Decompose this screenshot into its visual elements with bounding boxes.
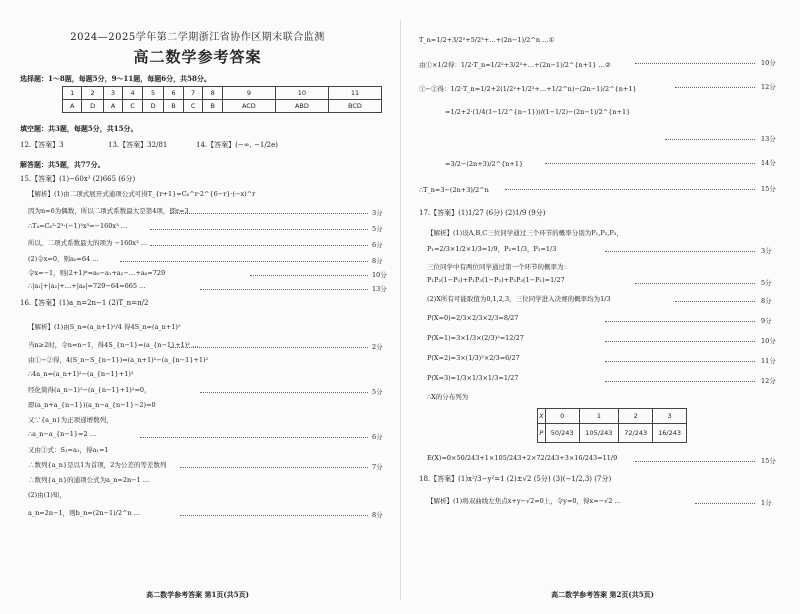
score-mark: 8分	[761, 297, 772, 305]
q17-line: P₁P₂(1−P₃)+P₁P₃(1−P₂)+P₂P₃(1−P₁)=1/27	[427, 276, 565, 284]
dist-header-row	[538, 409, 687, 424]
dist-cell: 72/243	[619, 424, 653, 443]
q12-answer: 12.【答案】3	[20, 141, 64, 149]
q17-line: P(X=2)=3×(1/3)²×2/3=6/27	[427, 354, 520, 362]
score-mark: 7分	[372, 463, 383, 471]
page-title: 高二数学参考答案	[133, 48, 262, 66]
q15-line: 因为n=6为偶数，所以二项式系数最大是第4项，即r=3	[28, 207, 189, 215]
leader-dots	[140, 437, 368, 438]
q17-line: 【解析】(1)设A,B,C三位同学通过三个环节的概率分别为P₁,P₂,P₃，	[427, 229, 623, 237]
dist-header: X	[538, 409, 546, 424]
score-mark: 2分	[372, 343, 383, 351]
q15-line: 所以，二项式系数最大的项为 −160x³ …	[28, 239, 148, 247]
leader-dots	[605, 341, 755, 342]
leader-dots	[150, 229, 368, 230]
dist-header: 2	[619, 409, 653, 424]
score-mark: 12分	[761, 83, 776, 91]
q16-line: 【解析】(1)由S_n=(a_n+1)²/4 得4S_n=(a_n+1)²	[28, 323, 181, 331]
grid-answer: ACD	[222, 100, 275, 113]
dist-header: 3	[653, 409, 687, 424]
grid-answer: C	[123, 100, 143, 113]
score-mark: 15分	[761, 457, 776, 465]
q15-line: (2)令x=0，则a₀=64 …	[28, 255, 99, 263]
grid-answer: A	[103, 100, 122, 113]
score-mark: 11分	[761, 357, 776, 365]
score-mark: 5分	[372, 225, 383, 233]
leader-dots	[675, 87, 755, 88]
score-mark: 10分	[372, 271, 387, 279]
q15-line: ∴|a₁|+|a₂|+…+|a₆|=729−64=665 …	[28, 282, 146, 290]
page-2	[405, 0, 800, 614]
leader-dots	[665, 139, 755, 140]
q14-answer: 14.【答案】(−∞, −1/2e)	[196, 141, 279, 149]
grid-num: 8	[203, 87, 222, 100]
q18-line: 【解析】(1)将双曲线左焦点x+y−√2=0上，令y=0，得x=−√2 …	[427, 497, 621, 505]
series-line: =3/2−(2n+3)/2^{n+1}	[445, 160, 524, 168]
leader-dots	[150, 245, 368, 246]
leader-dots	[545, 163, 755, 164]
leader-dots	[200, 289, 368, 290]
grid-answer: B	[164, 100, 183, 113]
section-choice-heading: 选择题：1～8题，每题5分，9～11题，每题6分，共58分。	[20, 74, 211, 83]
q17-line: (2)X所有可能取值为0,1,2,3，三位同学进入决赛的概率均为1/3	[427, 295, 611, 303]
score-mark: 8分	[372, 257, 383, 265]
series-line: 由①×1/2得：1/2·T_n=1/2²+3/2³+…+(2n−1)/2^{n+1} …②	[419, 61, 611, 69]
q18-answer: 18.【答案】(1)x²/3−y²=1 (2)±√2 (5分) (3)(−1/2,3) (7分)	[419, 475, 612, 483]
leader-dots	[635, 461, 755, 462]
score-mark: 13分	[761, 135, 776, 143]
leader-dots	[120, 261, 368, 262]
q17-answer: 17.【答案】(1)1/27 (6分) (2)1/9 (9分)	[419, 209, 546, 217]
q17-line: P(X=3)=1/3×1/3×1/3=1/27	[427, 374, 519, 382]
q16-line: ∴4a_n=(a_n+1)²−(a_{n−1}+1)²	[28, 370, 134, 378]
expectation-line: E(X)=0×50/243+1×105/243+2×72/243+3×16/243=11/9	[427, 454, 618, 462]
score-mark: 5分	[372, 388, 383, 396]
q17-line: P(X=0)=2/3×2/3×2/3=8/27	[427, 314, 519, 322]
leader-dots	[605, 361, 755, 362]
q15-line: ∴T₄=C₆³·2³·(−1)³x³=−160x³ …	[28, 222, 128, 230]
q15-line: 令x=−1，则(2+1)⁶=a₀−a₁+a₂−…+a₆=729	[28, 269, 166, 277]
page-1	[0, 0, 395, 614]
score-mark: 5分	[761, 279, 772, 287]
grid-answer: D	[142, 100, 163, 113]
score-mark: 15分	[761, 185, 776, 193]
q13-answer: 13.【答案】32/81	[108, 141, 168, 149]
q16-line: 由①−②得，4(S_n−S_{n−1})=(a_n+1)²−(a_{n−1}+1)²	[28, 356, 209, 364]
q16-line: ∴数列{a_n}是以1为首项，2为公差的等差数列	[28, 461, 167, 469]
grid-num: 1	[63, 87, 82, 100]
score-mark: 1分	[761, 499, 772, 507]
score-mark: 6分	[372, 433, 383, 441]
grid-num: 4	[123, 87, 143, 100]
series-line: T_n=1/2+3/2²+5/2³+…+(2n−1)/2^n …①	[419, 36, 555, 44]
leader-dots	[605, 321, 755, 322]
score-mark: 10分	[761, 59, 776, 67]
leader-dots	[180, 515, 368, 516]
leader-dots	[250, 275, 368, 276]
q17-line: 三位同学中有两位同学通过第一个环节的概率为：	[427, 263, 570, 271]
score-mark: 3分	[372, 209, 383, 217]
section-solve-heading: 解答题：共5题，共77分。	[20, 160, 105, 169]
leader-dots	[695, 503, 755, 504]
q16-line: 即(a_n+a_{n−1})(a_n−a_{n−1}−2)=0	[28, 401, 156, 409]
grid-num: 11	[328, 87, 381, 100]
distribution-table	[537, 408, 687, 443]
q16-line: (2)由(1)知，	[28, 491, 66, 499]
series-line: ①−②得：1/2·T_n=1/2+2(1/2²+1/2³+…+1/2^n)−(2n−1)/2^{n+1}	[419, 85, 637, 93]
q16-line: a_n=2n−1，则b_n=(2n−1)/2^n …	[28, 509, 141, 517]
grid-num: 6	[164, 87, 183, 100]
series-line: =1/2+2·(1/4(1−1/2^{n−1}))/(1−1/2)−(2n−1)/2^{n+1}	[445, 108, 631, 116]
q16-line: 经化简得(a_n−1)²−(a_{n−1}+1)²=0，	[28, 386, 151, 394]
dist-prob-row	[538, 424, 687, 443]
leader-dots	[675, 301, 755, 302]
leader-dots	[635, 63, 755, 64]
dist-header: 0	[545, 409, 579, 424]
grid-num: 3	[103, 87, 122, 100]
q16-line: 当n≥2时，令n=n−1，得4S_{n−1}=(a_{n−1}+1)² …	[28, 341, 199, 349]
exam-header: 2024—2025学年第二学期浙江省协作区期末联合监测	[70, 32, 325, 43]
grid-num: 9	[222, 87, 275, 100]
answer-grid	[62, 86, 382, 113]
page-footer: 高二数学参考答案 第2页(共5页)	[551, 590, 654, 599]
q16-answer: 16.【答案】(1)a_n=2n−1 (2)T_n=π/2	[20, 299, 149, 307]
leader-dots	[170, 213, 368, 214]
q17-line: ∴X的分布列为	[427, 393, 469, 401]
page-divider	[400, 20, 401, 600]
score-mark: 9分	[761, 317, 772, 325]
leader-dots	[605, 251, 755, 252]
score-mark: 10分	[761, 337, 776, 345]
grid-num: 7	[183, 87, 203, 100]
dist-cell: P	[538, 424, 546, 443]
grid-number-row	[63, 87, 382, 100]
grid-answer: D	[82, 100, 103, 113]
grid-answer: B	[203, 100, 222, 113]
dist-cell: 50/243	[545, 424, 579, 443]
score-mark: 3分	[761, 247, 772, 255]
score-mark: 6分	[372, 241, 383, 249]
grid-num: 2	[82, 87, 103, 100]
score-mark: 13分	[372, 285, 387, 293]
series-line: ∴T_n=3−(2n+3)/2^n	[419, 186, 489, 194]
dist-cell: 16/243	[653, 424, 687, 443]
q16-line: ∴a_n−a_{n−1}=2 …	[28, 430, 97, 438]
leader-dots	[505, 189, 755, 190]
grid-answer: BCD	[328, 100, 381, 113]
q17-line: P₁=2/3×1/2×1/3=1/9，P₂=1/3，P₃=1/3	[427, 245, 557, 253]
leader-dots	[180, 467, 368, 468]
q15-answer: 15.【答案】(1)−60x² (2)665 (6分)	[20, 175, 136, 183]
q16-line: 又由①式：S₁=a₁，得a₁=1	[28, 446, 109, 454]
grid-answer: C	[183, 100, 203, 113]
page-footer: 高二数学参考答案 第1页(共5页)	[146, 590, 249, 599]
score-mark: 14分	[761, 159, 776, 167]
grid-answer: A	[63, 100, 82, 113]
section-fill-heading: 填空题：共3题，每题5分，共15分。	[20, 124, 138, 133]
leader-dots	[635, 283, 755, 284]
dist-cell: 105/243	[579, 424, 619, 443]
grid-answer-row	[63, 100, 382, 113]
dist-header: 1	[579, 409, 619, 424]
grid-answer: ABD	[275, 100, 328, 113]
score-mark: 12分	[761, 377, 776, 385]
leader-dots	[605, 381, 755, 382]
leader-dots	[200, 392, 368, 393]
q15-line: 【解析】(1)由二项式展开式通项公式可得T_{r+1}=C₆^r·2^{6−r}·(−x)^r	[28, 190, 256, 198]
grid-num: 5	[142, 87, 163, 100]
leader-dots	[170, 347, 368, 348]
q16-line: ∴数列{a_n}的通项公式为a_n=2n−1 …	[28, 476, 150, 484]
q16-line: 又∵{a_n}为正项递增数列，	[28, 416, 113, 424]
score-mark: 8分	[372, 511, 383, 519]
grid-num: 10	[275, 87, 328, 100]
q17-line: P(X=1)=3×1/3×(2/3)²=12/27	[427, 334, 524, 342]
